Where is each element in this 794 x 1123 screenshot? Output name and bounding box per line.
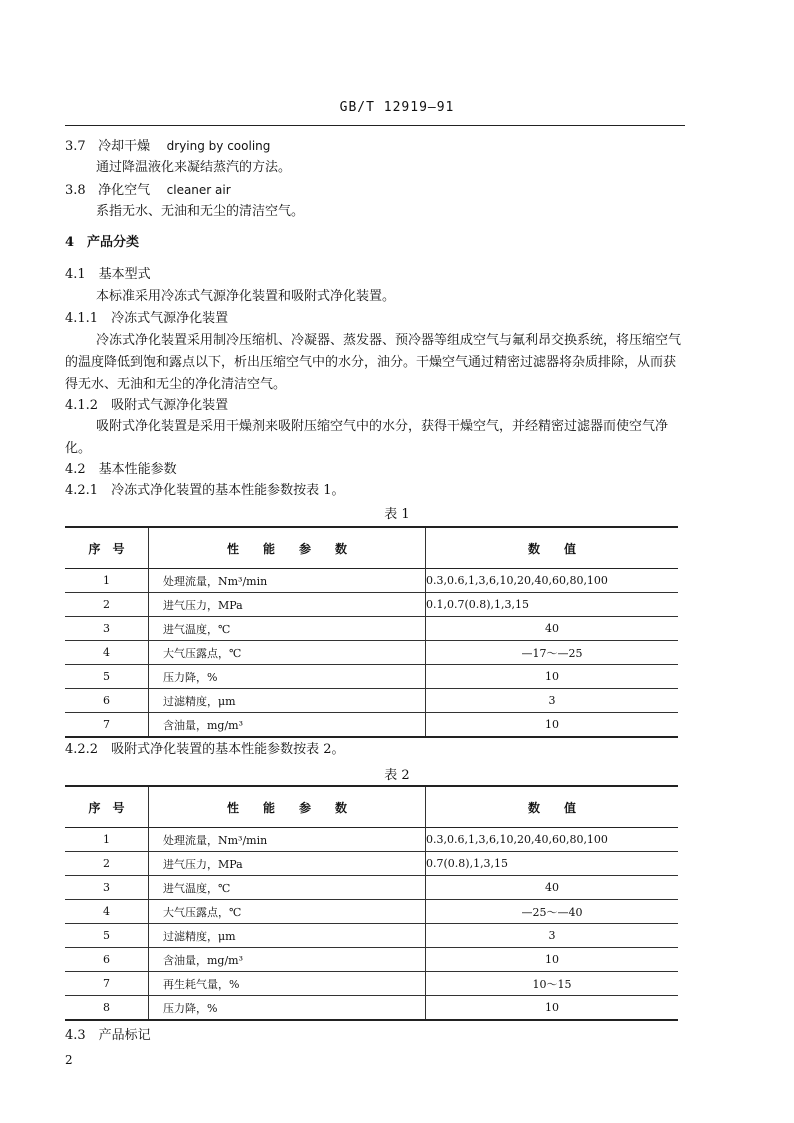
cell-no: 7 xyxy=(103,718,110,731)
cell-value: 0.7(0.8),1,3,15 xyxy=(426,857,509,870)
section-4-1-heading: 4.1 基本型式 xyxy=(65,267,151,282)
term-number: 3.7 xyxy=(65,139,86,154)
cell-param: 过滤精度，μm xyxy=(149,689,426,713)
col-header-value: 数 值 xyxy=(527,800,576,815)
cell-value: —17～—25 xyxy=(521,646,583,660)
cell-no: 6 xyxy=(103,953,110,966)
term-3-8-definition: 系指无水、无油和无尘的清洁空气。 xyxy=(96,204,305,219)
cell-value: 10～15 xyxy=(532,977,572,991)
table-row xyxy=(65,948,678,972)
cell-no: 7 xyxy=(103,977,110,990)
page-number: 2 xyxy=(65,1053,73,1067)
section-4-2-2-text: 4.2.2 吸附式净化装置的基本性能参数按表 2。 xyxy=(65,742,345,757)
cell-param: 过滤精度，μm xyxy=(149,924,426,948)
table-row xyxy=(65,689,678,713)
term-title-cn: 净化空气 xyxy=(98,183,151,198)
cell-param: 含油量，mg/m³ xyxy=(149,948,426,972)
cell-param: 进气压力，MPa xyxy=(149,593,426,617)
term-3-7-definition: 通过降温液化来凝结蒸汽的方法。 xyxy=(96,160,292,175)
table-2 xyxy=(65,785,678,1021)
col-header-param: 性 能 参 数 xyxy=(149,527,426,569)
cell-value: 10 xyxy=(545,953,559,966)
cell-param: 进气压力，MPa xyxy=(149,852,426,876)
cell-no: 4 xyxy=(103,905,110,918)
table-row xyxy=(65,569,678,593)
table-row xyxy=(65,900,678,924)
table-row xyxy=(65,996,678,1021)
cell-no: 3 xyxy=(103,881,110,894)
cell-value: 3 xyxy=(548,929,556,942)
cell-value: 3 xyxy=(548,694,556,707)
table-2-caption: 表 2 xyxy=(384,768,410,783)
cell-param: 含油量，mg/m³ xyxy=(149,713,426,738)
table-row xyxy=(65,924,678,948)
cell-no: 8 xyxy=(103,1001,110,1014)
cell-no: 2 xyxy=(103,857,110,870)
cell-no: 1 xyxy=(103,574,110,587)
cell-value: 0.3,0.6,1,3,6,10,20,40,60,80,100 xyxy=(426,833,608,846)
cell-no: 1 xyxy=(103,833,110,846)
table-row xyxy=(65,852,678,876)
table-row xyxy=(65,593,678,617)
cell-value: 10 xyxy=(545,718,559,731)
section-4-1-1-text: 冷冻式净化装置采用制冷压缩机、冷凝器、蒸发器、预冷器等组成空气与氟利昂交换系统，将压缩空气的温度降低到饱和露点以下，析出压缩空气中的水分，油分。干燥空气通过精密过滤器将杂质排除，从而获得无水、无油和无尘的净化清洁空气。 xyxy=(65,333,682,392)
cell-param: 处理流量，Nm³/min xyxy=(149,828,426,852)
standard-code-header: GB/T 12919—91 xyxy=(339,100,455,115)
cell-param: 处理流量，Nm³/min xyxy=(149,569,426,593)
table-row xyxy=(65,713,678,738)
cell-no: 4 xyxy=(103,646,110,659)
section-4-1-1-heading: 4.1.1 冷冻式气源净化装置 xyxy=(65,311,229,326)
section-4-2-heading: 4.2 基本性能参数 xyxy=(65,462,177,477)
table-row xyxy=(65,617,678,641)
cell-value: —25～—40 xyxy=(521,905,583,919)
section-4-1-text: 本标准采用冷冻式气源净化装置和吸附式净化装置。 xyxy=(96,289,396,304)
col-header-no: 序 号 xyxy=(88,541,125,556)
table-header-row xyxy=(65,786,678,828)
col-header-param: 性 能 参 数 xyxy=(149,786,426,828)
cell-param: 大气压露点，℃ xyxy=(149,900,426,924)
table-1 xyxy=(65,526,678,738)
section-4-heading: 4 产品分类 xyxy=(65,235,140,250)
cell-param: 再生耗气量，% xyxy=(149,972,426,996)
term-number: 3.8 xyxy=(65,183,86,198)
section-4-3-heading: 4.3 产品标记 xyxy=(65,1028,151,1043)
cell-value: 0.3,0.6,1,3,6,10,20,40,60,80,100 xyxy=(426,574,608,587)
cell-value: 40 xyxy=(545,622,559,635)
cell-value: 10 xyxy=(545,1001,559,1014)
col-header-no: 序 号 xyxy=(88,800,125,815)
header-rule xyxy=(65,125,685,126)
cell-no: 3 xyxy=(103,622,110,635)
term-3-7-heading xyxy=(65,137,270,156)
cell-param: 进气温度，℃ xyxy=(149,876,426,900)
term-title-en: drying by cooling xyxy=(166,139,271,153)
table-1-caption: 表 1 xyxy=(384,507,410,522)
cell-param: 进气温度，℃ xyxy=(149,617,426,641)
col-header-value: 数 值 xyxy=(527,541,576,556)
table-row xyxy=(65,876,678,900)
section-4-1-2-text: 吸附式净化装置是采用干燥剂来吸附压缩空气中的水分，获得干燥空气，并经精密过滤器而使空气净化。 xyxy=(65,419,669,456)
cell-no: 5 xyxy=(103,929,110,942)
cell-param: 大气压露点，℃ xyxy=(149,641,426,665)
cell-value: 0.1,0.7(0.8),1,3,15 xyxy=(426,598,530,611)
term-title-cn: 冷却干燥 xyxy=(98,139,151,154)
table-row xyxy=(65,972,678,996)
section-4-2-1-text: 4.2.1 冷冻式净化装置的基本性能参数按表 1。 xyxy=(65,483,345,498)
table-row xyxy=(65,641,678,665)
term-title-en: cleaner air xyxy=(166,183,231,197)
cell-param: 压力降，% xyxy=(149,665,426,689)
term-3-8-heading xyxy=(65,181,231,200)
cell-value: 40 xyxy=(545,881,559,894)
table-row xyxy=(65,828,678,852)
table-header-row xyxy=(65,527,678,569)
cell-no: 6 xyxy=(103,694,110,707)
cell-value: 10 xyxy=(545,670,559,683)
cell-no: 2 xyxy=(103,598,110,611)
section-4-1-2-heading: 4.1.2 吸附式气源净化装置 xyxy=(65,398,229,413)
cell-no: 5 xyxy=(103,670,110,683)
table-row xyxy=(65,665,678,689)
cell-param: 压力降，% xyxy=(149,996,426,1021)
